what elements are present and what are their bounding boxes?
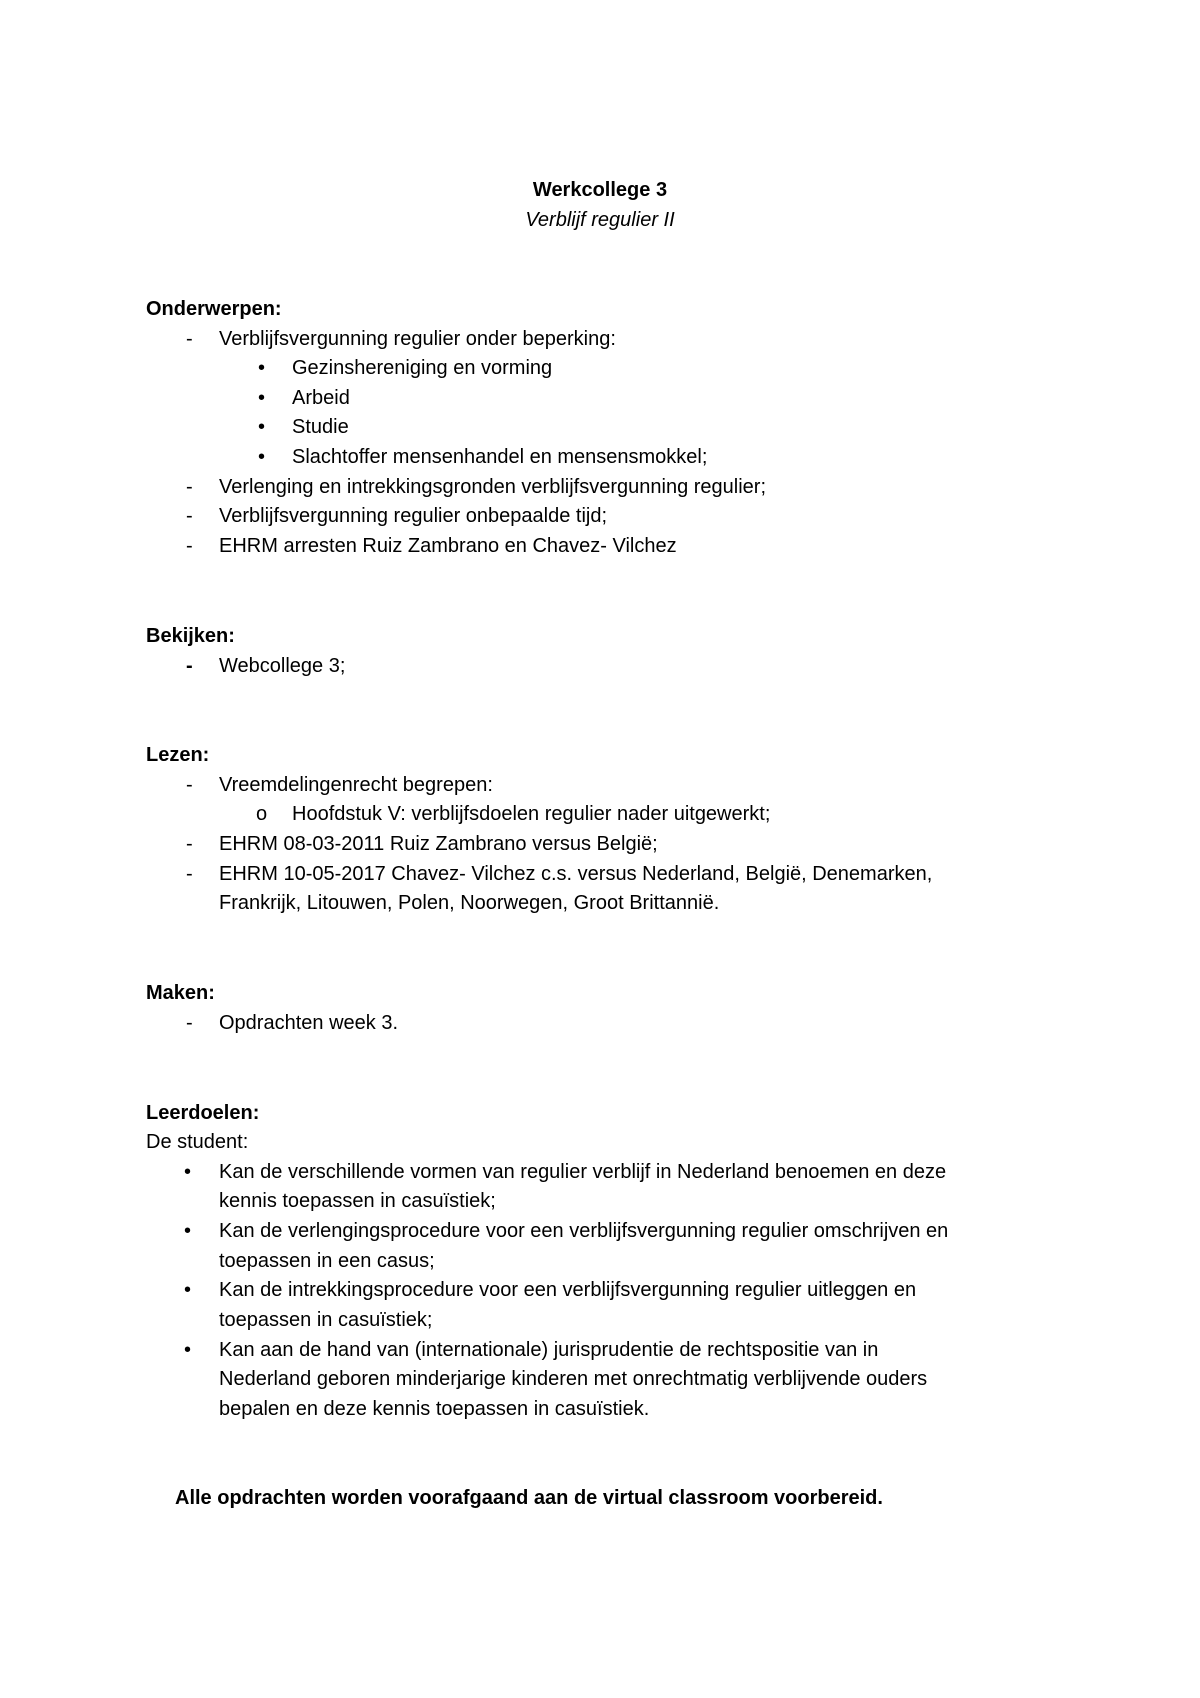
bullet-marker: • <box>184 1339 192 1361</box>
bekijken-heading: Bekijken: <box>146 625 235 647</box>
bullet-marker: • <box>258 357 266 379</box>
dash-marker: - <box>186 505 193 527</box>
preparation-note: Alle opdrachten worden voorafgaand aan de virtual classroom voorbereid. <box>175 1487 883 1509</box>
lezen-item-continuation: Frankrijk, Litouwen, Polen, Noorwegen, Groot Brittannië. <box>219 892 720 914</box>
lezen-item: Vreemdelingenrecht begrepen: <box>219 774 493 796</box>
bullet-marker: • <box>258 446 266 468</box>
dash-marker: - <box>186 476 193 498</box>
lezen-subitem: Hoofdstuk V: verblijfsdoelen regulier nader uitgewerkt; <box>292 803 771 825</box>
dash-marker: - <box>186 863 193 885</box>
onderwerpen-item: Verblijfsvergunning regulier onbepaalde tijd; <box>219 505 608 527</box>
onderwerpen-subitem: Arbeid <box>292 387 350 409</box>
leerdoel-item: Kan aan de hand van (internationale) jurisprudentie de rechtspositie van in <box>219 1339 879 1361</box>
page-title: Werkcollege 3 <box>532 179 668 201</box>
page-subtitle: Verblijf regulier II <box>525 209 675 231</box>
bullet-marker: • <box>184 1220 192 1242</box>
leerdoel-item: Kan de intrekkingsprocedure voor een verblijfsvergunning regulier uitleggen en <box>219 1279 917 1301</box>
leerdoel-item-continuation: toepassen in een casus; <box>219 1250 435 1272</box>
dash-marker: - <box>186 535 193 557</box>
leerdoel-item-continuation: kennis toepassen in casuïstiek; <box>219 1190 496 1212</box>
leerdoelen-intro: De student: <box>146 1131 249 1153</box>
onderwerpen-item: Verlenging en intrekkingsgronden verblijfsvergunning regulier; <box>219 476 767 498</box>
onderwerpen-subitem: Gezinshereniging en vorming <box>292 357 553 379</box>
onderwerpen-subitem: Slachtoffer mensenhandel en mensensmokkel; <box>292 446 708 468</box>
leerdoelen-heading: Leerdoelen: <box>146 1102 260 1124</box>
leerdoel-item: Kan de verschillende vormen van regulier verblijf in Nederland benoemen en deze <box>219 1161 947 1183</box>
leerdoel-item: Kan de verlengingsprocedure voor een verblijfsvergunning regulier omschrijven en <box>219 1220 949 1242</box>
onderwerpen-subitem: Studie <box>292 416 349 438</box>
lezen-item: EHRM 08-03-2011 Ruiz Zambrano versus België; <box>219 833 658 855</box>
leerdoel-item-continuation: Nederland geboren minderjarige kinderen met onrechtmatig verblijvende ouders <box>219 1368 928 1390</box>
circle-marker: o <box>256 803 268 825</box>
dash-marker: - <box>186 774 193 796</box>
onderwerpen-item: EHRM arresten Ruiz Zambrano en Chavez- Vilchez <box>219 535 677 557</box>
leerdoel-item-continuation: toepassen in casuïstiek; <box>219 1309 433 1331</box>
dash-marker: - <box>186 1012 193 1034</box>
bullet-marker: • <box>258 387 266 409</box>
lezen-heading: Lezen: <box>146 744 210 766</box>
bullet-marker: • <box>184 1279 192 1301</box>
dash-marker: - <box>186 328 193 350</box>
maken-item: Opdrachten week 3. <box>219 1012 398 1034</box>
maken-heading: Maken: <box>146 982 215 1004</box>
bekijken-item: Webcollege 3; <box>219 655 346 677</box>
dash-marker: - <box>186 833 193 855</box>
bullet-marker: • <box>184 1161 192 1183</box>
lezen-item: EHRM 10-05-2017 Chavez- Vilchez c.s. versus Nederland, België, Denemarken, <box>219 863 933 885</box>
onderwerpen-item: Verblijfsvergunning regulier onder beperking: <box>219 328 616 350</box>
bullet-marker: • <box>258 416 266 438</box>
dash-marker: - <box>186 655 193 677</box>
leerdoel-item-continuation: bepalen en deze kennis toepassen in casuïstiek. <box>219 1398 650 1420</box>
onderwerpen-heading: Onderwerpen: <box>146 298 282 320</box>
